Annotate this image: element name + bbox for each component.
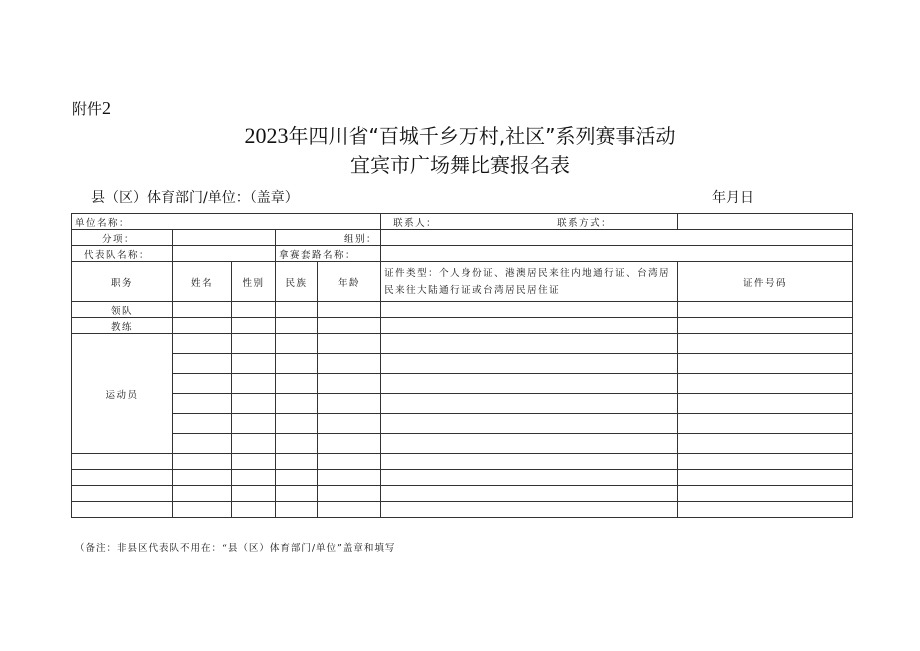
input-cell[interactable] <box>318 302 381 318</box>
title-line1-text: 年四川省“百城千乡万村,社区”系列赛事活动 <box>288 124 676 148</box>
input-cell[interactable] <box>276 302 318 318</box>
input-cell[interactable] <box>232 470 276 486</box>
team-name-label: 代表队名称： <box>84 249 151 261</box>
athlete-row <box>72 394 853 414</box>
leader-row <box>72 302 853 318</box>
input-cell[interactable] <box>232 502 276 518</box>
role-coach-cell: 教练 <box>72 318 173 334</box>
input-cell[interactable] <box>173 502 232 518</box>
athlete-row <box>72 414 853 434</box>
input-cell[interactable] <box>381 486 678 502</box>
input-cell[interactable] <box>381 434 678 454</box>
input-cell[interactable] <box>173 454 232 470</box>
input-cell[interactable] <box>318 502 381 518</box>
input-cell[interactable] <box>232 414 276 434</box>
route-name-label-cell <box>276 246 381 262</box>
input-cell[interactable] <box>678 434 853 454</box>
input-cell[interactable] <box>318 354 381 374</box>
athlete-row <box>72 354 853 374</box>
extra-row <box>72 502 853 518</box>
attachment-text: 附件 <box>72 100 103 118</box>
input-cell[interactable] <box>276 414 318 434</box>
group-value-cell[interactable] <box>381 230 853 246</box>
input-cell[interactable] <box>232 374 276 394</box>
input-cell[interactable] <box>173 334 232 354</box>
input-cell[interactable] <box>276 502 318 518</box>
input-cell[interactable] <box>232 334 276 354</box>
contact-method-cell[interactable] <box>678 214 853 230</box>
input-cell[interactable] <box>232 354 276 374</box>
role-leader-cell: 领队 <box>72 302 173 318</box>
input-cell[interactable] <box>318 334 381 354</box>
title-year: 2023 <box>244 123 289 148</box>
input-cell[interactable] <box>318 318 381 334</box>
input-cell[interactable] <box>72 486 173 502</box>
input-cell[interactable] <box>318 470 381 486</box>
input-cell[interactable] <box>678 394 853 414</box>
coach-row <box>72 318 853 334</box>
col-role-header: 职务 <box>72 262 173 302</box>
input-cell[interactable] <box>72 502 173 518</box>
table-header-row <box>72 262 853 302</box>
table-row <box>72 230 853 246</box>
input-cell[interactable] <box>276 354 318 374</box>
footer-note: （备注：非县区代表队不用在：“县（区）体育部门/单位”盖章和填写 <box>75 543 396 554</box>
input-cell[interactable] <box>381 454 678 470</box>
input-cell[interactable] <box>173 354 232 374</box>
input-cell[interactable] <box>232 486 276 502</box>
team-name-label-cell <box>72 246 173 262</box>
input-cell[interactable] <box>173 470 232 486</box>
input-cell[interactable] <box>318 454 381 470</box>
unit-name-cell[interactable] <box>72 214 381 230</box>
category-label-cell <box>72 230 173 246</box>
input-cell[interactable] <box>381 318 678 334</box>
input-cell[interactable] <box>232 318 276 334</box>
input-cell[interactable] <box>173 434 232 454</box>
category-value-cell[interactable] <box>173 230 276 246</box>
input-cell[interactable] <box>318 394 381 414</box>
table-row <box>72 246 853 262</box>
contact-person-label: 联系人： <box>393 217 438 229</box>
input-cell[interactable] <box>318 486 381 502</box>
input-cell[interactable] <box>678 470 853 486</box>
input-cell[interactable] <box>276 318 318 334</box>
extra-row <box>72 470 853 486</box>
input-cell[interactable] <box>232 434 276 454</box>
input-cell[interactable] <box>678 334 853 354</box>
route-name-value-cell[interactable] <box>381 246 853 262</box>
input-cell[interactable] <box>276 394 318 414</box>
input-cell[interactable] <box>678 354 853 374</box>
input-cell[interactable] <box>381 302 678 318</box>
category-label: 分项： <box>102 233 136 245</box>
athlete-row <box>72 434 853 454</box>
input-cell[interactable] <box>173 394 232 414</box>
input-cell[interactable] <box>173 374 232 394</box>
team-name-value-cell[interactable] <box>173 246 276 262</box>
input-cell[interactable] <box>381 334 678 354</box>
input-cell[interactable] <box>381 354 678 374</box>
input-cell[interactable] <box>381 414 678 434</box>
input-cell[interactable] <box>173 318 232 334</box>
input-cell[interactable] <box>678 318 853 334</box>
athlete-row <box>72 374 853 394</box>
input-cell[interactable] <box>276 486 318 502</box>
input-cell[interactable] <box>381 394 678 414</box>
col-ethnicity-header: 民族 <box>276 262 318 302</box>
input-cell[interactable] <box>173 414 232 434</box>
input-cell[interactable] <box>173 486 232 502</box>
attachment-number: 2 <box>102 98 112 118</box>
route-name-label: 拿赛套路名称： <box>279 249 357 261</box>
col-gender-header: 性别 <box>232 262 276 302</box>
unit-name-label: 单位名称： <box>75 217 131 229</box>
input-cell[interactable] <box>173 302 232 318</box>
input-cell[interactable] <box>318 434 381 454</box>
input-cell[interactable] <box>678 454 853 470</box>
page-title-line2: 宜宾市广场舞比赛报名表 <box>350 153 570 177</box>
input-cell[interactable] <box>232 302 276 318</box>
input-cell[interactable] <box>678 502 853 518</box>
role-athlete-cell: 运动员 <box>72 334 173 454</box>
input-cell[interactable] <box>276 470 318 486</box>
input-cell[interactable] <box>276 434 318 454</box>
input-cell[interactable] <box>318 374 381 394</box>
attachment-label <box>72 98 111 119</box>
col-name-header: 姓名 <box>173 262 232 302</box>
input-cell[interactable] <box>72 470 173 486</box>
input-cell[interactable] <box>678 414 853 434</box>
group-label-cell <box>276 230 381 246</box>
col-id-type-header: 证件类型：个人身份证、港澳居民来往内地通行证、台湾居民来往大陆通行证或台湾居民居住证 <box>381 262 678 302</box>
input-cell[interactable] <box>318 414 381 434</box>
input-cell[interactable] <box>232 454 276 470</box>
col-age-header: 年龄 <box>318 262 381 302</box>
table-row <box>72 214 853 230</box>
input-cell[interactable] <box>381 502 678 518</box>
input-cell[interactable] <box>678 486 853 502</box>
input-cell[interactable] <box>72 454 173 470</box>
unit-stamp-line: 县（区）体育部门/单位：（盖章） <box>91 190 299 206</box>
col-id-number-header: 证件号码 <box>678 262 853 302</box>
input-cell[interactable] <box>678 374 853 394</box>
input-cell[interactable] <box>276 374 318 394</box>
extra-row <box>72 486 853 502</box>
contact-person-cell[interactable] <box>381 214 678 230</box>
input-cell[interactable] <box>381 374 678 394</box>
input-cell[interactable] <box>678 302 853 318</box>
date-line: 年月日 <box>712 190 754 206</box>
contact-method-label: 联系方式： <box>557 217 613 229</box>
input-cell[interactable] <box>232 394 276 414</box>
registration-form-table <box>71 213 853 518</box>
athlete-row <box>72 334 853 354</box>
input-cell[interactable] <box>276 454 318 470</box>
group-label: 组别： <box>344 233 378 245</box>
input-cell[interactable] <box>276 334 318 354</box>
input-cell[interactable] <box>381 470 678 486</box>
page-title-line1 <box>0 120 920 149</box>
extra-row <box>72 454 853 470</box>
